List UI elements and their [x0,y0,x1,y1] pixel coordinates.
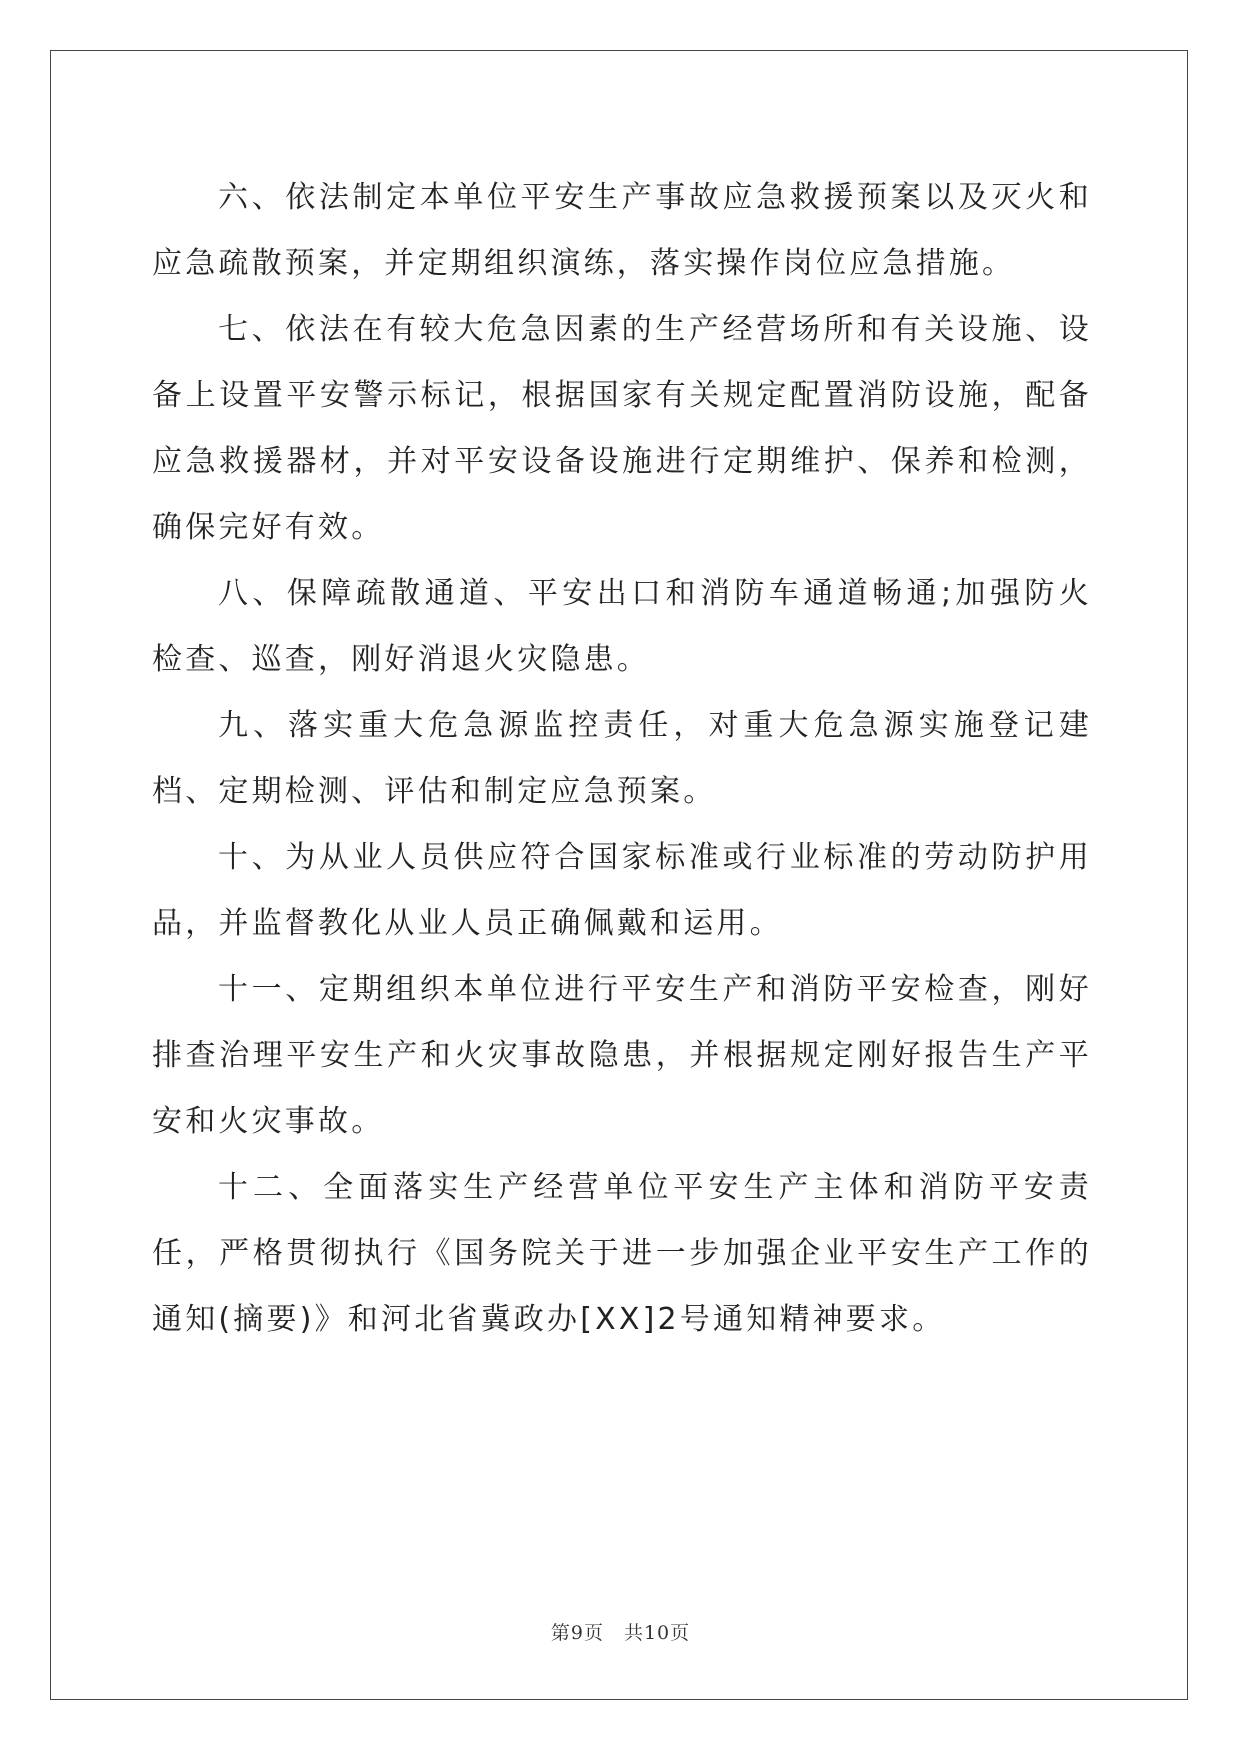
paragraph-11: 十一、定期组织本单位进行平安生产和消防平安检查，刚好排查治理平安生产和火灾事故隐患，并根据规定刚好报告生产平安和火灾事故。 [152,972,1092,1139]
paragraph-12: 十二、全面落实生产经营单位平安生产主体和消防平安责任，严格贯彻执行《国务院关于进一步加强企业平安生产工作的通知(摘要)》和河北省冀政办[XX]2号通知精神要求。 [152,1170,1092,1337]
paragraph-8: 八、保障疏散通道、平安出口和消防车通道畅通;加强防火检查、巡查，刚好消退火灾隐患。 [152,576,1092,677]
paragraph-6: 六、依法制定本单位平安生产事故应急救援预案以及灭火和应急疏散预案，并定期组织演练，落实操作岗位应急措施。 [152,180,1092,281]
page-footer [0,1618,1241,1645]
paragraph-7: 七、依法在有较大危急因素的生产经营场所和有关设施、设备上设置平安警示标记，根据国家有关规定配置消防设施，配备应急救援器材，并对平安设备设施进行定期维护、保养和检测，确保完好有效。 [152,312,1092,545]
paragraph-9: 九、落实重大危急源监控责任，对重大危急源实施登记建档、定期检测、评估和制定应急预案。 [152,708,1092,809]
page-number: 第9页 共10页 [550,1622,691,1644]
document-body [152,165,1092,1353]
paragraph-10: 十、为从业人员供应符合国家标准或行业标准的劳动防护用品，并监督教化从业人员正确佩戴和运用。 [152,840,1092,941]
